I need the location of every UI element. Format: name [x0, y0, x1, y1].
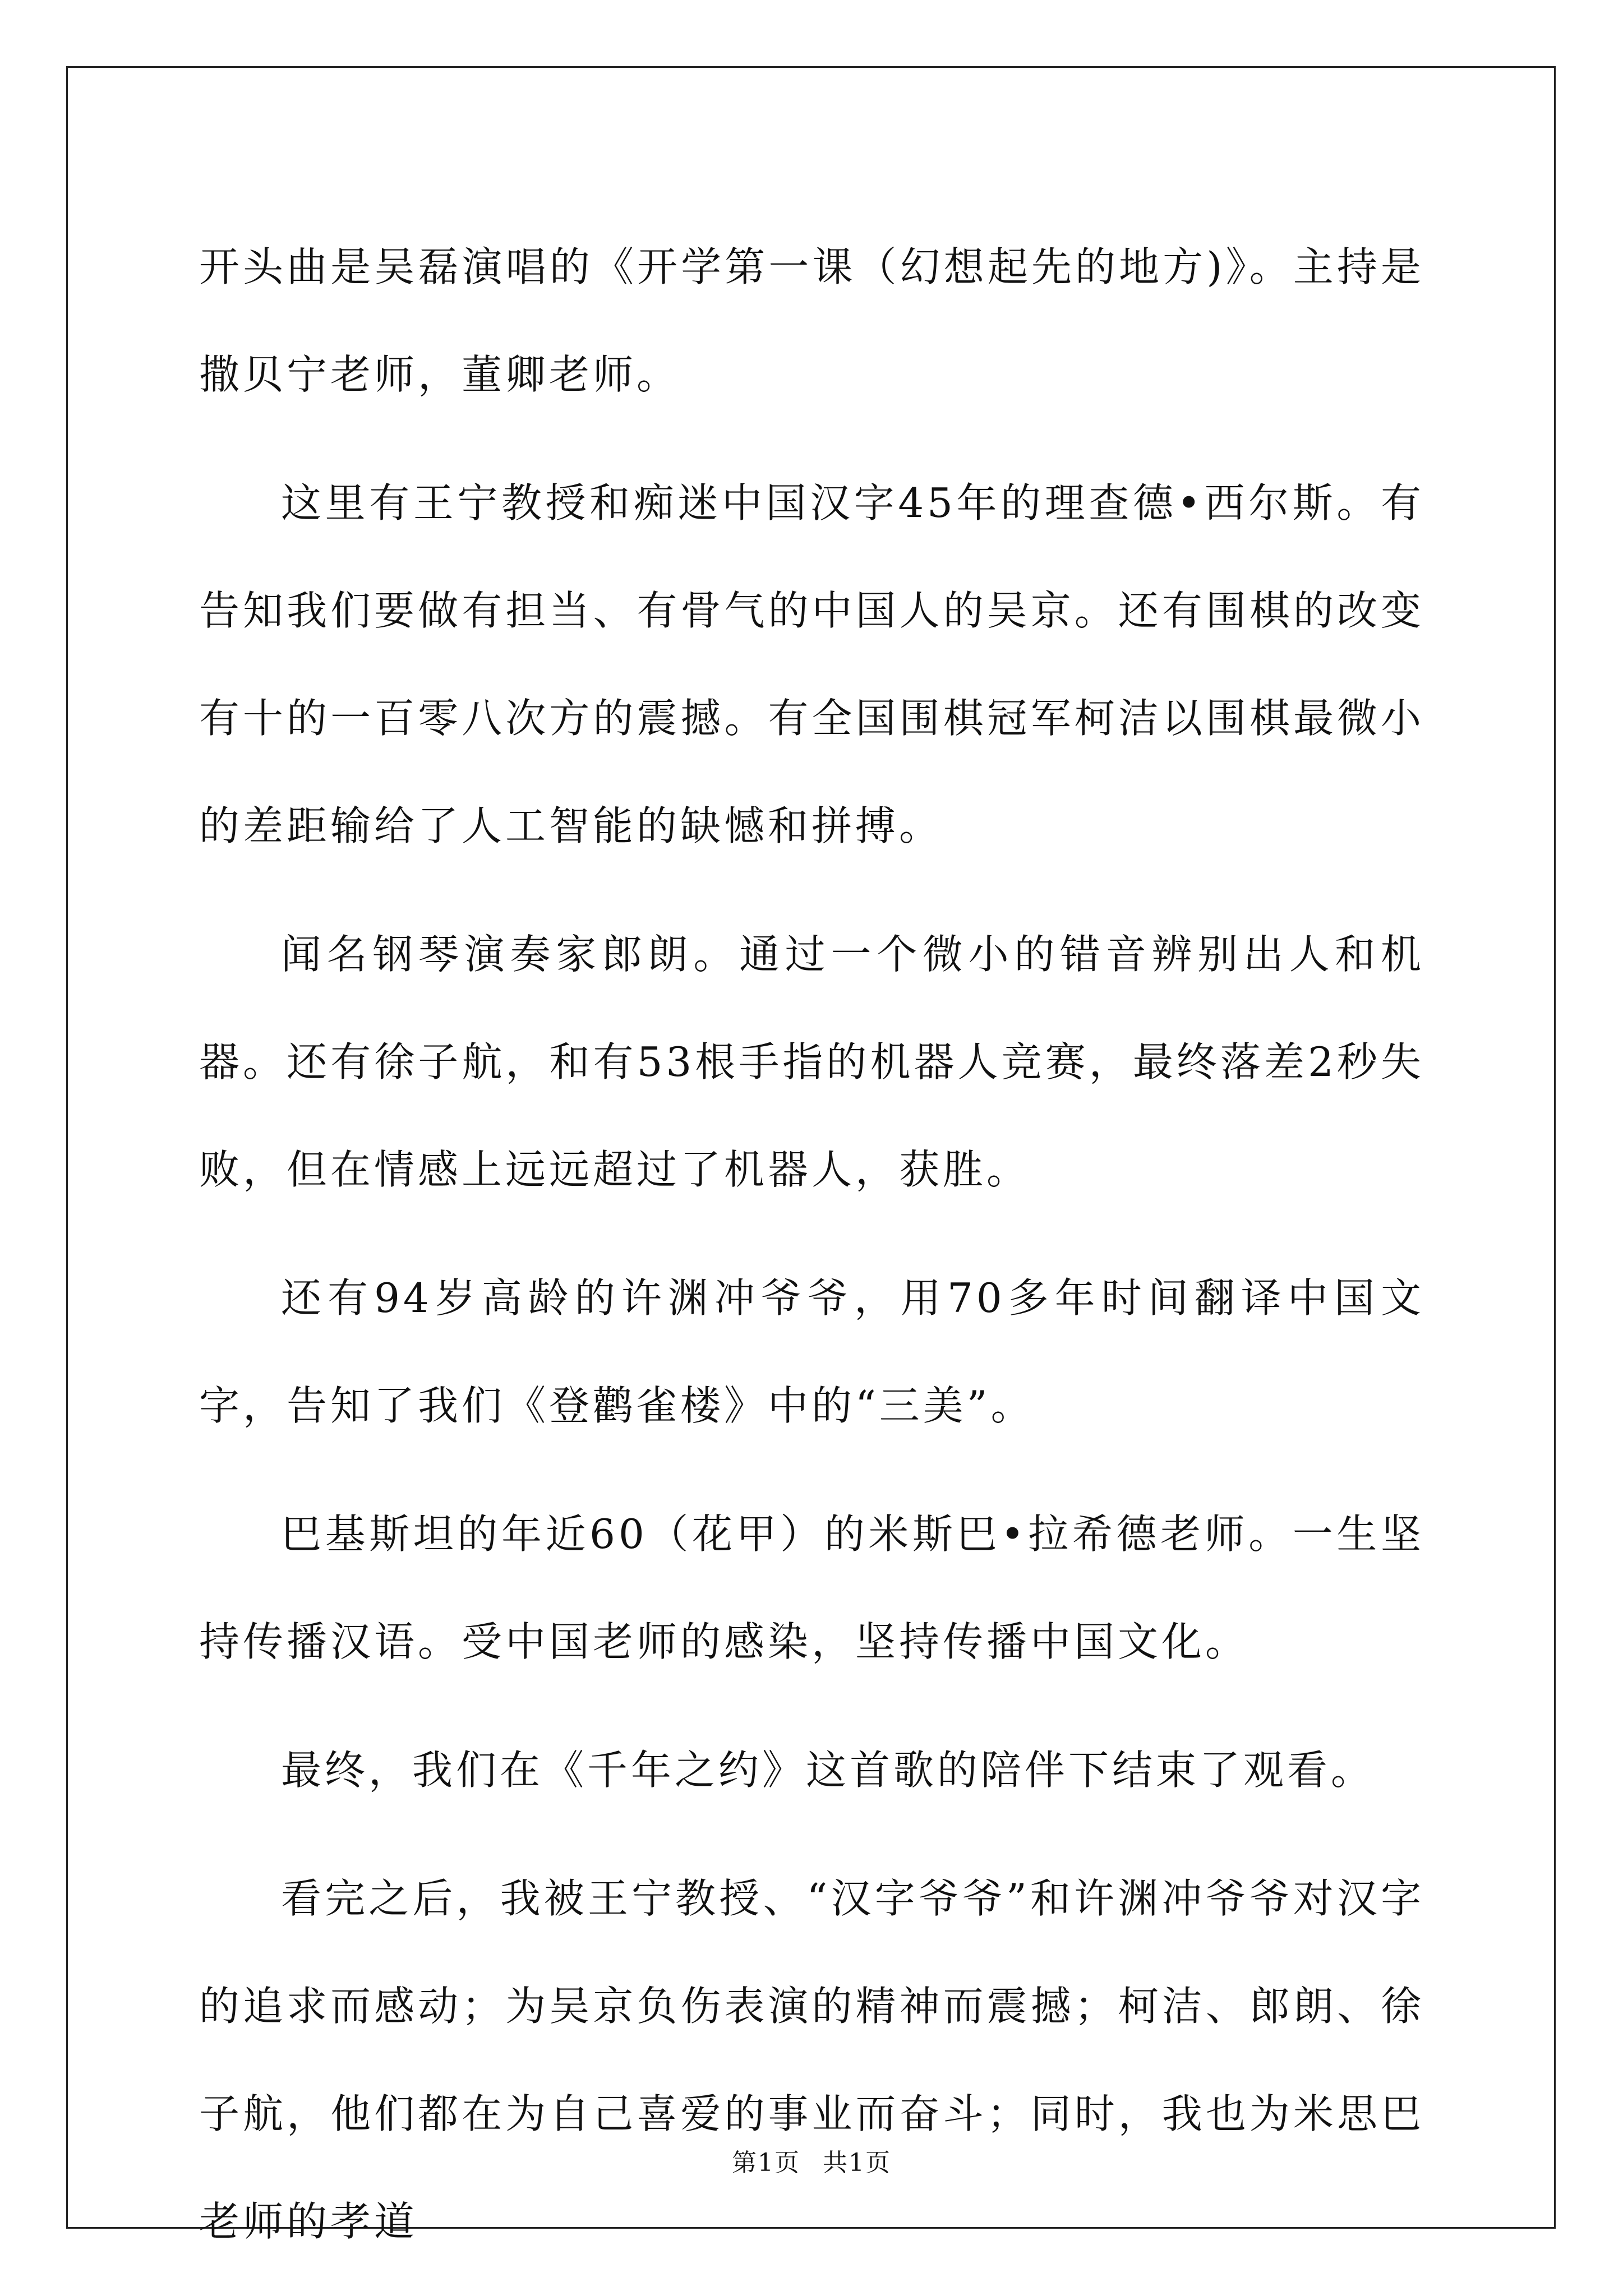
page-number: 第1页 — [732, 2149, 800, 2177]
paragraph: 巴基斯坦的年近60（花甲）的米斯巴•拉希德老师。一生坚持传播汉语。受中国老师的感染，坚持传播中国文化。 — [199, 1510, 1424, 1665]
page-total: 共1页 — [823, 2149, 891, 2177]
page-footer — [0, 2146, 1623, 2180]
paragraph: 最终，我们在《千年之约》这首歌的陪伴下结束了观看。 — [281, 1747, 1375, 1794]
paragraph: 开头曲是吴磊演唱的《开学第一课（幻想起先的地方)》。主持是撒贝宁老师，董卿老师。 — [199, 243, 1424, 398]
document-body — [199, 213, 1424, 2296]
paragraph: 看完之后，我被王宁教授、“汉字爷爷”和许渊冲爷爷对汉字的追求而感动；为吴京负伤表演的精神而震撼；柯洁、郎朗、徐子航，他们都在为自己喜爱的事业而奋斗；同时，我也为米思巴老师的孝道 — [199, 1875, 1424, 2245]
paragraph: 这里有王宁教授和痴迷中国汉字45年的理查德•西尔斯。有告知我们要做有担当、有骨气的中国人的吴京。还有围棋的改变有十的一百零八次方的震撼。有全国围棋冠军柯洁以围棋最微小的差距输给了人工智能的缺憾和拼搏。 — [199, 479, 1424, 849]
paragraph: 闻名钢琴演奏家郎朗。通过一个微小的错音辨别出人和机器。还有徐子航，和有53根手指的机器人竞赛，最终落差2秒失败，但在情感上远远超过了机器人，获胜。 — [199, 931, 1424, 1193]
paragraph: 还有94岁高龄的许渊冲爷爷，用70多年时间翻译中国文字，告知了我们《登鹳雀楼》中的“三美”。 — [199, 1274, 1424, 1429]
